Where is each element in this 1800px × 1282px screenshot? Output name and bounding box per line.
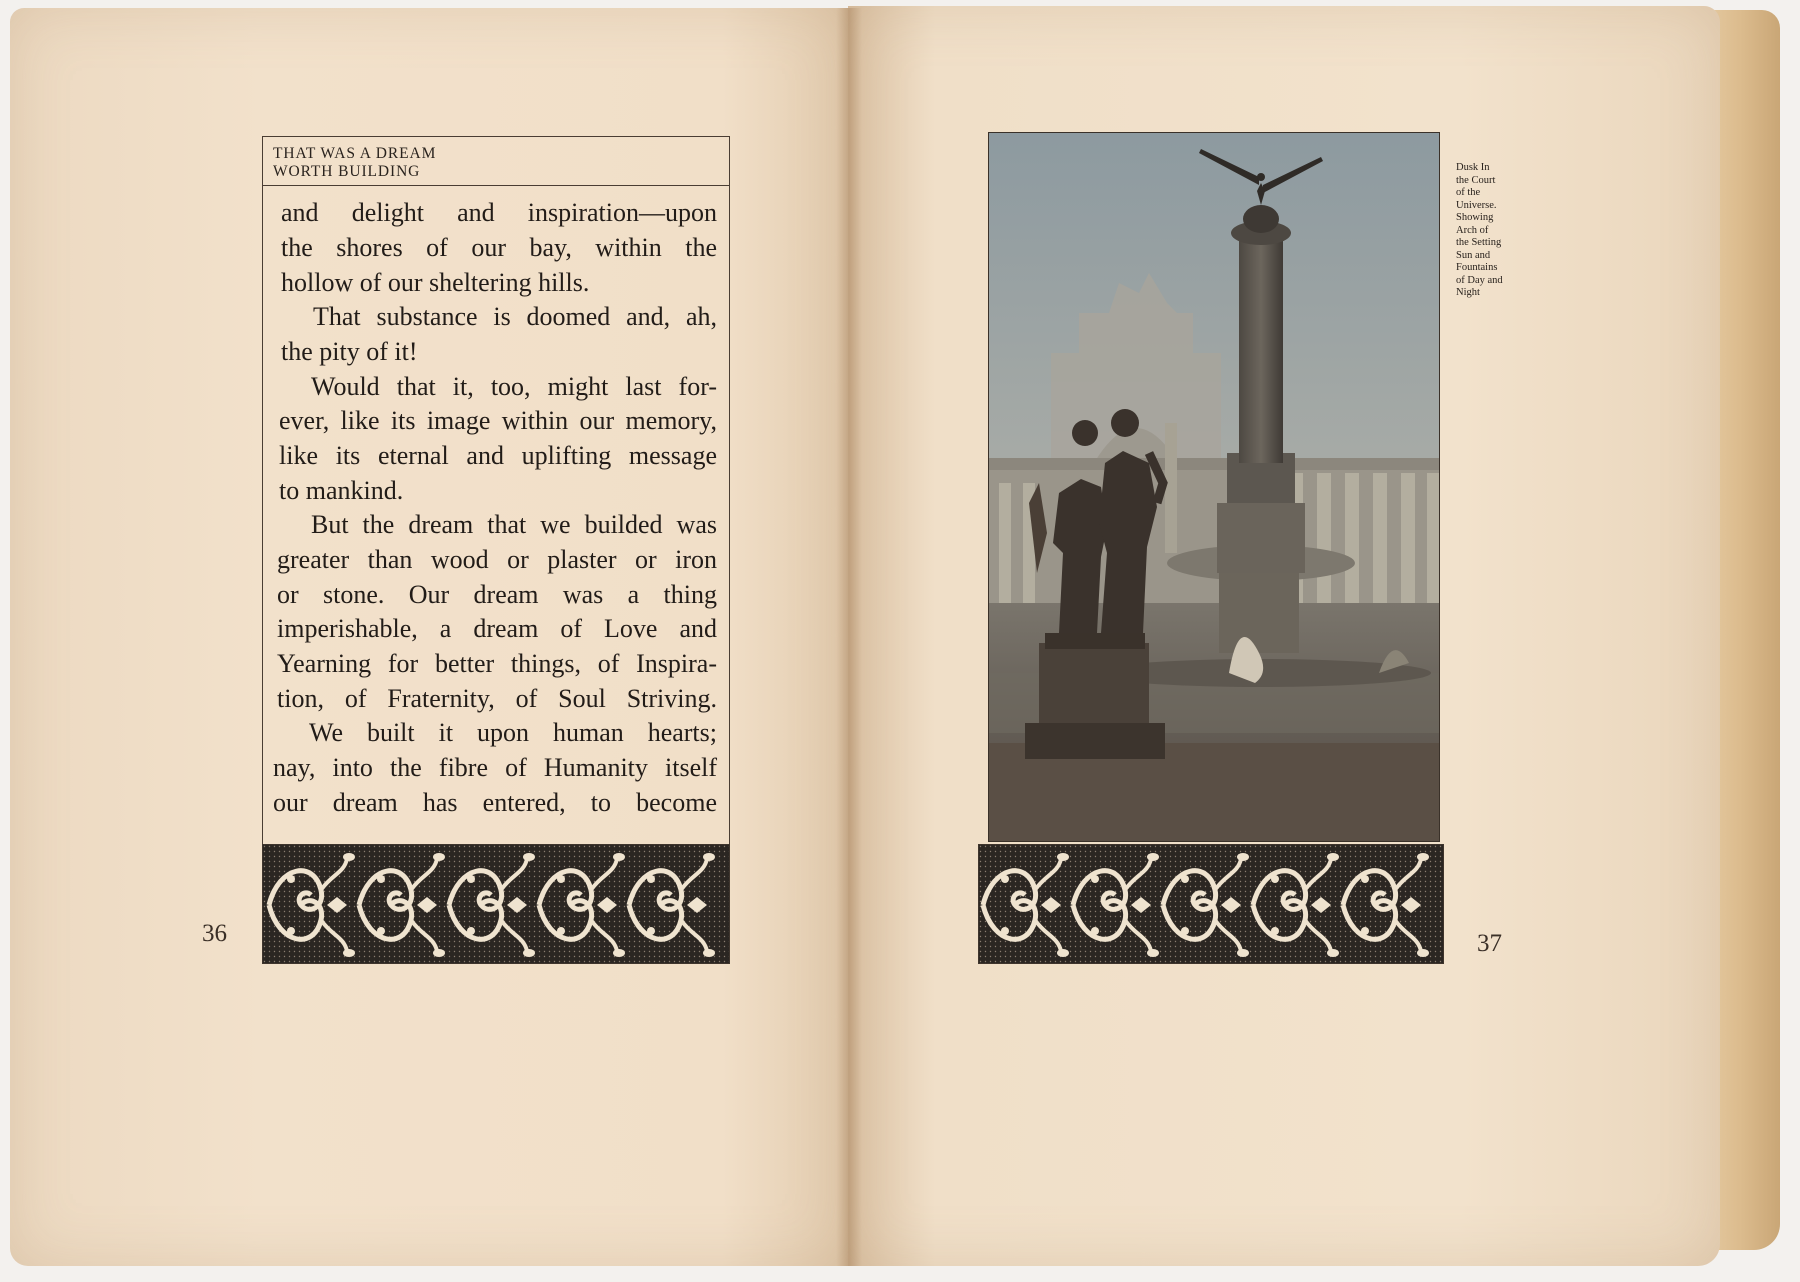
body-text	[263, 195, 729, 875]
caption-line: Sun and	[1456, 249, 1491, 261]
running-head	[263, 137, 729, 186]
text-line: Would that it, too, might last for-	[311, 372, 717, 401]
text-line: But the dream that we builded was	[311, 510, 717, 539]
text-line: our dream has entered, to become	[273, 788, 717, 817]
photo-caption	[1456, 162, 1536, 300]
text-line: the shores of our bay, within the	[281, 233, 717, 262]
caption-line: Arch of	[1456, 224, 1489, 236]
text-line: greater than wood or plaster or iron	[277, 545, 717, 574]
caption-line: Showing	[1456, 212, 1494, 223]
caption-line: the Setting	[1456, 237, 1502, 248]
page-number: 37	[1477, 930, 1502, 957]
caption-line: of Day and	[1456, 274, 1503, 286]
caption-line: Fountains	[1456, 262, 1498, 273]
photograph-statues-column-fountain	[989, 133, 1440, 842]
text-line: ever, like its image within our memory,	[279, 406, 717, 435]
text-line: like its eternal and uplifting message	[279, 441, 717, 470]
photograph-plate	[988, 132, 1440, 842]
caption-line: Universe.	[1456, 199, 1497, 211]
caption-line: the Court	[1456, 174, 1496, 186]
text-line: to mankind.	[279, 476, 404, 505]
text-line: Yearning for better things, of Inspira-	[277, 649, 717, 678]
text-line: hollow of our sheltering hills.	[281, 268, 590, 297]
text-line: the pity of it!	[281, 337, 418, 366]
book-gutter	[836, 8, 862, 1266]
text-line: nay, into the fibre of Humanity itself	[273, 753, 717, 782]
text-line: That substance is doomed and, ah,	[313, 302, 717, 331]
caption-line: Dusk In	[1456, 162, 1490, 173]
text-line: and delight and inspiration—upon	[281, 198, 717, 227]
scroll-ornament-icon	[262, 844, 730, 964]
caption-line: of the	[1456, 187, 1481, 198]
running-head-line: WORTH BUILDING	[273, 163, 421, 180]
text-line: We built it upon human hearts;	[309, 718, 717, 747]
scroll-ornament-icon	[978, 844, 1444, 964]
text-line: or stone. Our dream was a thing	[277, 580, 717, 609]
text-frame	[262, 136, 730, 964]
text-line: imperishable, a dream of Love and	[277, 614, 717, 643]
running-head-line: THAT WAS A DREAM	[273, 145, 437, 162]
caption-line: Night	[1456, 287, 1480, 298]
page-number: 36	[202, 920, 227, 947]
text-line: tion, of Fraternity, of Soul Striving.	[277, 684, 717, 713]
